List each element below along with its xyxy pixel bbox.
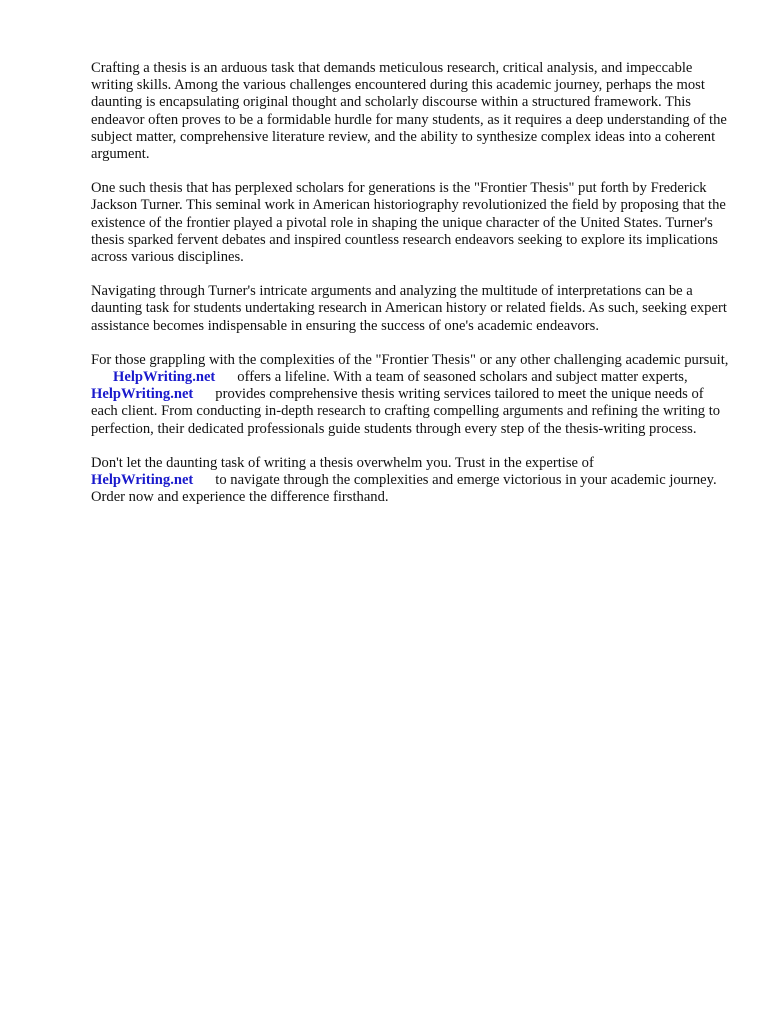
helpwriting-link-1[interactable]: HelpWriting.net: [113, 369, 216, 386]
document-body: [91, 60, 731, 523]
paragraph-closing: [91, 455, 731, 507]
paragraph-assistance-text-c: provides comprehensive thesis writing services tailored to meet the unique needs of each client. From conducting in-depth research to crafting compelling arguments and refining the writing to perfection, their dedicated professionals guide students through every step of the thesis-writing process.: [91, 386, 721, 437]
paragraph-assistance-text-b: offers a lifeline. With a team of seasoned scholars and subject matter experts,: [237, 369, 688, 386]
paragraph-intro: Crafting a thesis is an arduous task that demands meticulous research, critical analysis, and impeccable writing skills. Among the various challenges encountered during this academic journey, perhaps the most daunting is encapsulating original thought and scholarly discourse within a structured framework. This endeavor often proves to be a formidable hurdle for many students, as it requires a deep understanding of the subject matter, comprehensive literature review, and the ability to synthesize complex ideas into a coherent argument.: [91, 60, 727, 163]
paragraph-closing-text-a: Don't let the daunting task of writing a thesis overwhelm you. Trust in the expertise of: [91, 454, 594, 471]
paragraph-closing-text-b: to navigate through the complexities and emerge victorious in your academic journey. Order now and experience the difference firsthand.: [91, 472, 717, 506]
paragraph-frontier-thesis: One such thesis that has perplexed scholars for generations is the "Frontier Thesis" put forth by Frederick Jackson Turner. This seminal work in American historiography revolutionized the field by proposing that the existence of the frontier played a pivotal role in shaping the unique character of the United States. Turner's thesis sparked fervent debates and inspired countless research endeavors seeking to explore its implications across various disciplines.: [91, 180, 726, 266]
paragraph-assistance: [91, 352, 731, 438]
paragraph-assistance-text-a: For those grappling with the complexities of the "Frontier Thesis" or any other challenging academic pursuit,: [91, 351, 729, 368]
helpwriting-link-3[interactable]: HelpWriting.net: [91, 472, 194, 489]
helpwriting-link-2[interactable]: HelpWriting.net: [91, 386, 194, 403]
paragraph-navigating: Navigating through Turner's intricate arguments and analyzing the multitude of interpretations can be a daunting task for students undertaking research in American history or related fields. As such, seeking expert assistance becomes indispensable in ensuring the success of one's academic endeavors.: [91, 283, 727, 334]
